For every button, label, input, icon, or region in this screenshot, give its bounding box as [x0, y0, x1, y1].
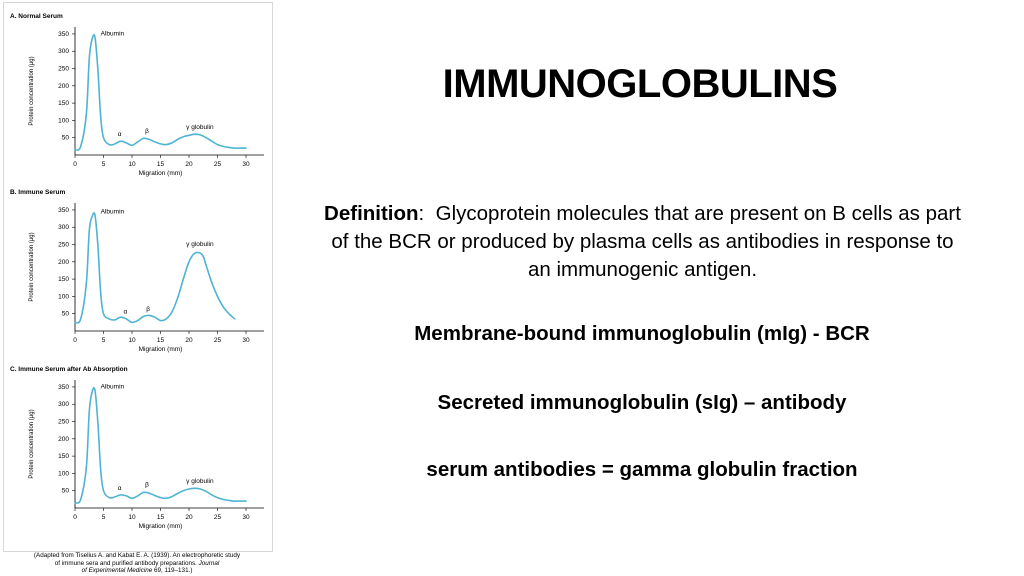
annotation-label: Albumin	[100, 208, 125, 216]
x-tick-label: 30	[242, 337, 250, 344]
serum-antibodies-line: serum antibodies = gamma globulin fraction	[426, 458, 858, 481]
x-tick-label: 20	[185, 514, 193, 521]
series-line-0	[75, 35, 246, 150]
y-tick-label: 350	[58, 30, 69, 38]
x-tick-label: 30	[242, 514, 250, 521]
y-tick-label: 200	[58, 82, 69, 90]
x-tick-label: 30	[242, 161, 250, 168]
y-tick-label: 350	[58, 383, 69, 391]
series-line-0	[75, 388, 246, 503]
annotation-label: γ globulin	[186, 478, 214, 486]
definition-paragraph	[320, 200, 965, 284]
y-tick-label: 150	[58, 100, 69, 108]
y-tick-label: 50	[61, 134, 69, 142]
annotation-label: Albumin	[100, 30, 125, 38]
slide-title: IMMUNOGLOBULINS	[442, 62, 838, 106]
x-tick-label: 10	[128, 514, 136, 521]
x-tick-label: 25	[213, 514, 222, 521]
annotation-label: γ globulin	[186, 241, 214, 249]
annotation-label: β	[145, 481, 149, 489]
caption-journal: Journal	[198, 559, 220, 567]
y-tick-label: 350	[58, 206, 69, 214]
caption-journal-name: of Experimental Medicine	[81, 567, 153, 574]
x-tick-label: 20	[185, 337, 193, 344]
x-tick-label: 5	[101, 161, 106, 168]
y-axis-label: Protein concentration (μg)	[29, 409, 35, 479]
y-tick-label: 100	[58, 293, 69, 301]
y-tick-label: 300	[58, 401, 69, 409]
chart-b-immune-serum	[4, 197, 272, 367]
x-tick-label: 25	[213, 337, 222, 344]
x-tick-label: 15	[156, 514, 165, 521]
y-tick-label: 250	[58, 65, 69, 73]
caption-line-1: (Adapted from Tiselius A. and Kabat E. A. (1939). An electrophoretic study	[33, 552, 241, 559]
x-tick-label: 20	[185, 161, 193, 168]
x-tick-label: 10	[128, 161, 136, 168]
x-tick-label: 0	[73, 161, 77, 168]
secreted-line: Secreted immunoglobulin (sIg) – antibody	[437, 391, 847, 414]
caption-line-3	[3, 567, 271, 575]
annotation-label: α	[117, 485, 122, 493]
y-tick-label: 200	[58, 435, 69, 443]
y-tick-label: 50	[61, 487, 69, 495]
definition-colon: :	[418, 202, 425, 225]
definition-text: Glycoprotein molecules that are present on B cells as part of the BCR or produced by plasma cells as antibodies in response to an immunogenic antigen.	[331, 202, 961, 281]
x-tick-label: 25	[213, 161, 222, 168]
y-tick-label: 300	[58, 48, 69, 56]
x-tick-label: 15	[156, 337, 165, 344]
annotation-label: β	[145, 128, 149, 136]
series-line-0	[75, 213, 235, 323]
annotation-label: α	[117, 130, 122, 138]
y-tick-label: 100	[58, 117, 69, 125]
chart-a-normal-serum	[4, 21, 272, 191]
x-tick-label: 0	[73, 337, 77, 344]
chart-b-title: B. Immune Serum	[10, 189, 66, 196]
x-tick-label: 5	[101, 514, 106, 521]
y-axis-label: Protein concentration (μg)	[29, 56, 35, 126]
annotation-label: Albumin	[100, 383, 125, 391]
chart-c-title: C. Immune Serum after Ab Absorption	[10, 366, 128, 373]
x-axis-label: Migration (mm)	[138, 346, 183, 353]
annotation-label: α	[123, 308, 128, 316]
x-axis-label: Migration (mm)	[138, 523, 183, 530]
x-tick-label: 0	[73, 514, 77, 521]
membrane-bound-line: Membrane-bound immunoglobulin (mIg) - BCR	[414, 322, 870, 345]
x-tick-label: 10	[128, 337, 136, 344]
caption-line-2	[3, 560, 271, 568]
chart-a-title: A. Normal Serum	[10, 13, 63, 20]
caption-line-3-text: 69, 119–131.)	[154, 567, 193, 574]
y-axis-label: Protein concentration (μg)	[29, 232, 35, 302]
annotation-label: γ globulin	[186, 124, 214, 132]
x-tick-label: 5	[101, 337, 106, 344]
y-tick-label: 150	[58, 453, 69, 461]
figure-panel	[3, 2, 273, 552]
figure-caption	[3, 552, 271, 575]
x-tick-label: 15	[156, 161, 165, 168]
y-tick-label: 250	[58, 418, 69, 426]
y-tick-label: 100	[58, 470, 69, 478]
chart-c-after-absorption	[4, 374, 272, 544]
annotation-label: β	[146, 305, 150, 313]
x-axis-label: Migration (mm)	[138, 170, 183, 177]
y-tick-label: 50	[61, 310, 69, 318]
y-tick-label: 200	[58, 258, 69, 266]
caption-line-2-text: of immune sera and purified antibody preparations.	[54, 559, 197, 567]
y-tick-label: 150	[58, 276, 69, 284]
y-tick-label: 300	[58, 224, 69, 232]
definition-term: Definition	[324, 202, 419, 225]
y-tick-label: 250	[58, 241, 69, 249]
